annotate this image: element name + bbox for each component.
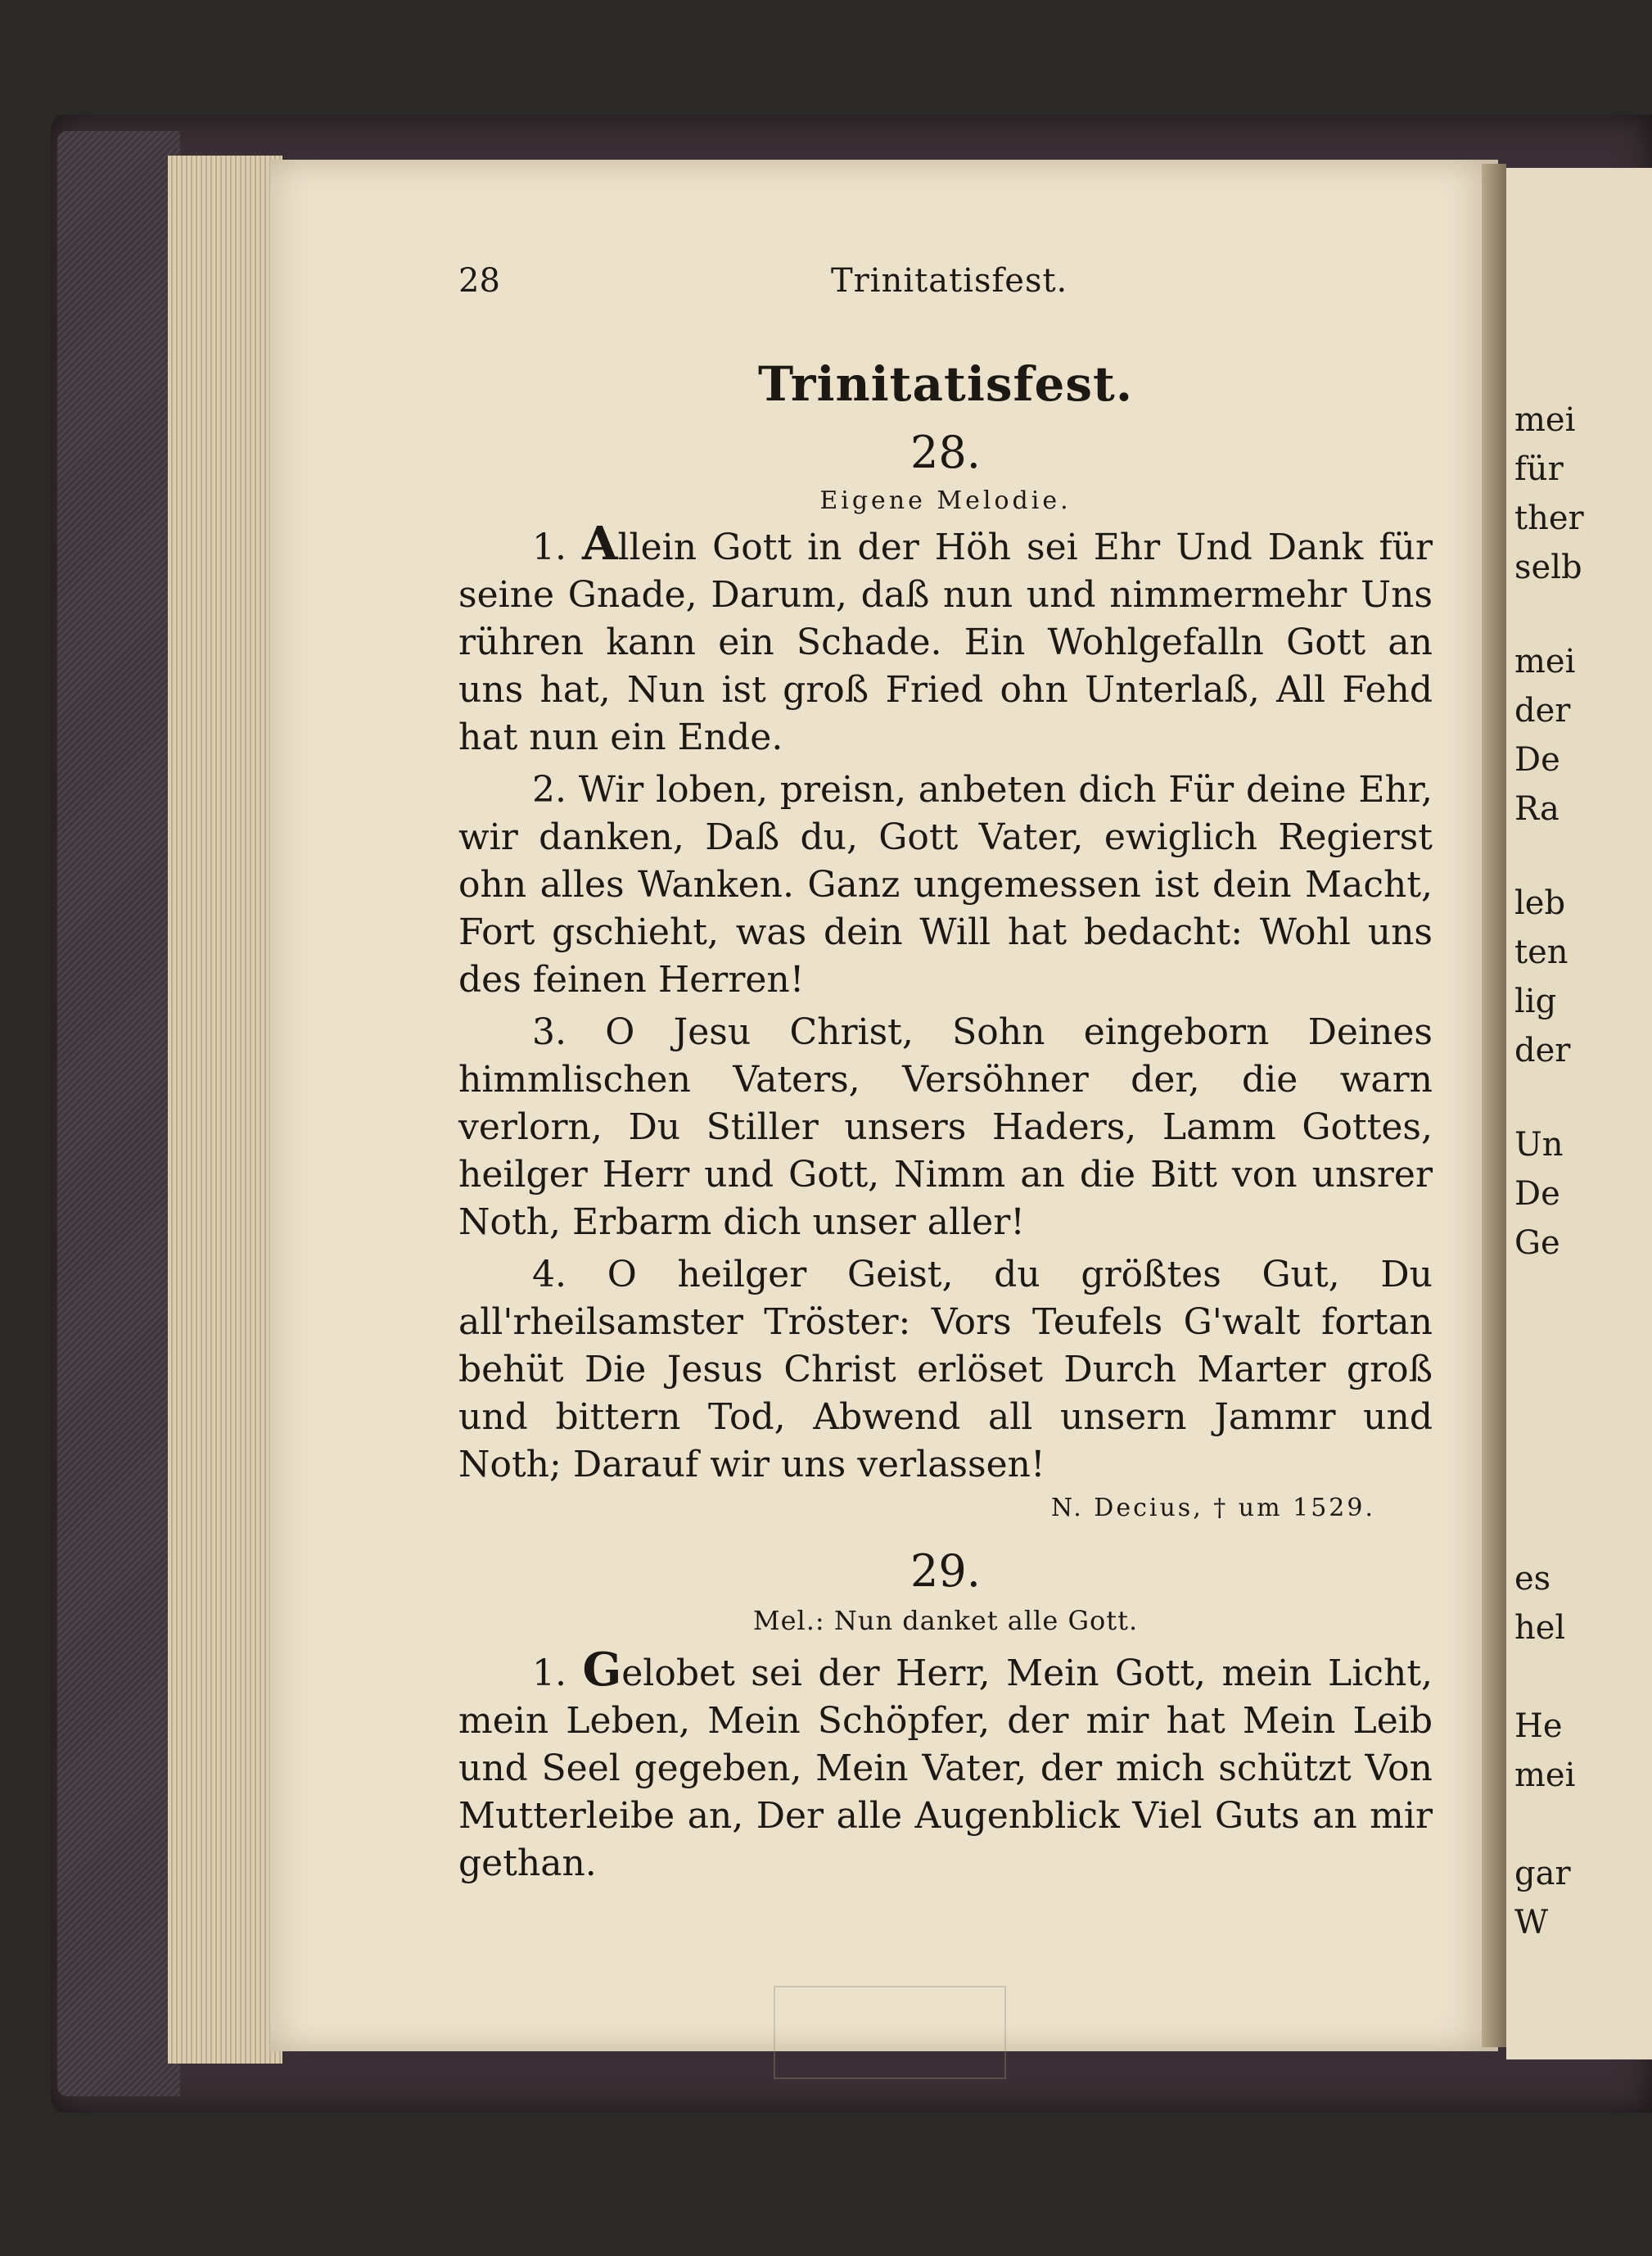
- hymn-melody: Mel.: Nun danket alle Gott.: [752, 1605, 1139, 1636]
- stanza: [458, 517, 1433, 762]
- section-title: Trinitatisfest.: [757, 356, 1134, 412]
- stanza-number: 1.: [532, 1652, 566, 1694]
- stanza-number: 2.: [532, 769, 566, 811]
- book-spine: [57, 131, 180, 2096]
- page-number: 28: [458, 262, 500, 300]
- hymn-number: 28.: [910, 427, 981, 478]
- fragment-text: lig: [1514, 983, 1557, 1020]
- fragment-text: De: [1514, 741, 1560, 779]
- hymn-melody: Eigene Melodie.: [819, 486, 1072, 515]
- fragment-text: selb: [1514, 549, 1582, 586]
- fragment-text: leb: [1514, 884, 1566, 922]
- fragment-text: gar: [1514, 1855, 1571, 1892]
- fragment-text: He: [1514, 1707, 1563, 1745]
- stanza: [458, 766, 1433, 1004]
- stanza-number: 4.: [532, 1254, 566, 1295]
- drop-initial: A: [582, 517, 618, 571]
- page-edges: [168, 156, 282, 2064]
- fragment-text: mei: [1514, 401, 1576, 439]
- stanza-text: llein Gott in der Höh sei Ehr Und Dank für seine Gnade, Darum, daß nun und nimmermehr Uns rühren kann ein Schade. Ein Wohlgefalln Gott an uns hat, Nun ist groß Fried ohn Unterlaß, All Fehd hat nun ein Ende.: [458, 527, 1433, 758]
- fragment-text: Ge: [1514, 1224, 1560, 1262]
- library-stamp: [774, 1986, 1006, 2079]
- fragment-text: für: [1514, 450, 1564, 488]
- stanza: [458, 1643, 1433, 1888]
- hymn-number: 29.: [910, 1545, 981, 1597]
- fragment-text: der: [1514, 692, 1571, 730]
- stanza: [458, 1009, 1433, 1246]
- book-gutter: [1482, 164, 1506, 2047]
- fragment-text: W: [1514, 1904, 1549, 1942]
- fragment-text: mei: [1514, 1756, 1576, 1794]
- stanza-text: O heilger Geist, du größtes Gut, Du all'rheilsamster Tröster: Vors Teufels G'walt fortan behüt Die Jesus Christ erlöset Durch Marter groß und bittern Tod, Abwend all unsern Jammr und Noth; Darauf wir uns verlassen!: [458, 1254, 1433, 1485]
- right-page-fragment: [1506, 168, 1652, 2059]
- stanza-number: 3.: [532, 1011, 566, 1053]
- fragment-text: ten: [1514, 934, 1568, 971]
- fragment-text: der: [1514, 1032, 1571, 1069]
- fragment-text: De: [1514, 1175, 1560, 1213]
- running-head: [458, 262, 1433, 311]
- stanza-number: 1.: [532, 527, 566, 568]
- stanza-text: elobet sei der Herr, Mein Gott, mein Licht, mein Leben, Mein Schöpfer, der mir hat Mein Leib und Seel gegeben, Mein Vater, der mich schützt Von Mutterleibe an, Der alle Augenblick Viel Guts an mir gethan.: [458, 1652, 1433, 1884]
- drop-initial: G: [582, 1643, 622, 1697]
- fragment-text: Un: [1514, 1126, 1564, 1164]
- fragment-text: mei: [1514, 643, 1576, 680]
- fragment-text: hel: [1514, 1609, 1566, 1647]
- fragment-text: es: [1514, 1560, 1551, 1598]
- page-content: [458, 262, 1433, 1888]
- stanza: [458, 1251, 1433, 1489]
- stanza-text: Wir loben, preisn, anbeten dich Für deine Ehr, wir danken, Daß du, Gott Vater, ewiglich Regierst ohn alles Wanken. Ganz ungemessen ist dein Macht, Fort gschieht, was dein Will hat bedacht: Wohl uns des feinen Herren!: [458, 769, 1433, 1001]
- running-title: Trinitatisfest.: [831, 262, 1068, 300]
- stanza-text: O Jesu Christ, Sohn eingeborn Deines himmlischen Vaters, Versöhner der, die warn verlorn, Du Stiller unsers Haders, Lamm Gottes, heilger Herr und Gott, Nimm an die Bitt von unsrer Noth, Erbarm dich unser aller!: [458, 1011, 1433, 1243]
- hymn-author: N. Decius, † um 1529.: [1050, 1494, 1375, 1522]
- fragment-text: ther: [1514, 500, 1584, 537]
- fragment-text: Ra: [1514, 790, 1559, 828]
